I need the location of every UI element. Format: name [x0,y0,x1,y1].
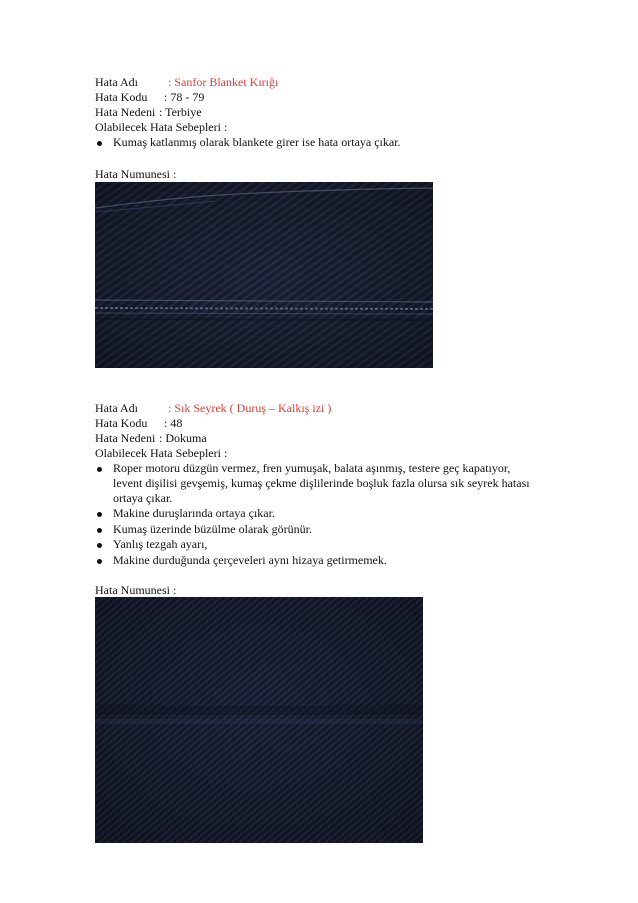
possible-causes-title: Olabilecek Hata Sebepleri : [95,120,228,134]
bullet-dot [97,512,102,517]
defect-cause-label: Hata Nedeni [95,105,156,119]
defect-code-row-2 [95,416,182,431]
defect-code-value-2: : 48 [164,416,183,430]
fabric-sample-image-2 [95,597,423,843]
defect-code-row [95,90,204,105]
fabric-sample-image-1 [95,182,433,368]
cause-list-item: Kumaş katlanmış olarak blankete girer ise hata ortaya çıkar. [113,135,401,149]
defect-name-row [95,75,278,90]
defect-cause-row-2 [95,431,207,446]
cause-list-item-continued: levent dişilisi gevşemiş, kumaş çekme dişlilerinde boşluk fazla olursa sık seyrek hatası [113,476,530,490]
defect-name-label: Hata Adı [95,75,138,89]
sample-label: Hata Numunesi : [95,167,177,181]
defect-code-label-2: Hata Kodu [95,416,148,430]
defect-code-label: Hata Kodu [95,90,148,104]
defect-cause-label-2: Hata Nedeni [95,431,156,445]
defect-code-value: : 78 - 79 [164,90,205,104]
bullet-dot [97,543,102,548]
defect-cause-value-2: : Dokuma [159,431,207,445]
cause-list-item-continued: ortaya çıkar. [113,491,173,505]
cause-list-item: Roper motoru düzgün vermez, fren yumuşak, balata aşınmış, testere geç kapatıyor, [113,461,511,475]
cause-list-item: Kumaş üzerinde büzülme olarak görünür. [113,522,312,536]
cause-list-item: Makine durduğunda çerçeveleri aynı hizaya getirmemek. [113,553,387,567]
possible-causes-title-2: Olabilecek Hata Sebepleri : [95,446,228,460]
cause-list-item: Yanlış tezgah ayarı, [113,537,208,551]
defect-cause-row [95,105,202,120]
bullet-dot [97,467,102,472]
bullet-dot [97,559,102,564]
cause-list-item: Makine duruşlarında ortaya çıkar. [113,506,275,520]
defect-cause-value: : Terbiye [159,105,202,119]
bullet-dot [97,528,102,533]
sample-label-2: Hata Numunesi : [95,583,177,597]
defect-name-label-2: Hata Adı [95,401,138,415]
defect-name-row-2 [95,401,331,416]
defect-name-value-2: : Sık Seyrek ( Duruş – Kalkış izi ) [168,401,332,415]
bullet-dot [97,141,102,146]
defect-name-value: : Sanfor Blanket Kırığı [168,75,279,89]
